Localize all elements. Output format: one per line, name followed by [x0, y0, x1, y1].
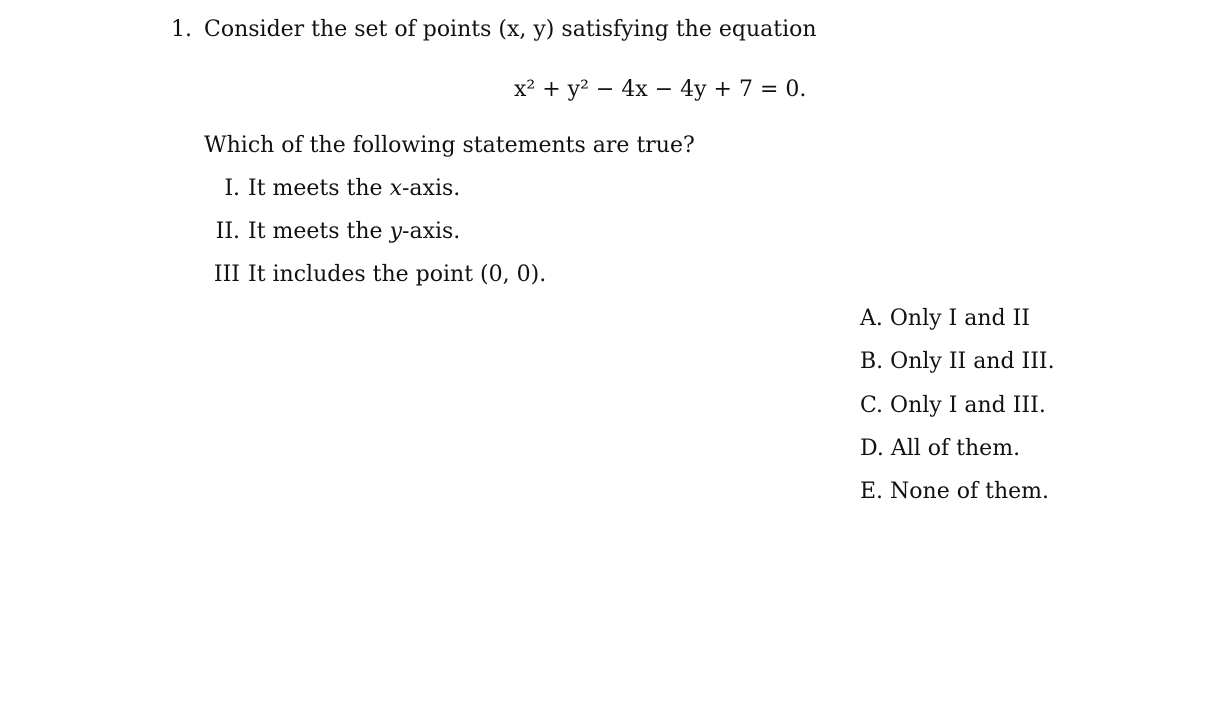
choice-b: B. Only II and III.	[860, 349, 1055, 374]
statement-iii	[200, 262, 546, 288]
statement-tail: -axis.	[402, 176, 461, 201]
statement-label: I.	[224, 176, 240, 201]
equation: x² + y² − 4x − 4y + 7 = 0.	[514, 77, 807, 102]
intro-text: Consider the set of points	[204, 17, 492, 42]
statement-label: II.	[215, 219, 240, 244]
question-intro	[204, 17, 817, 43]
statement-text: It includes the point	[248, 262, 474, 287]
choice-e: E. None of them.	[860, 479, 1049, 504]
choice-d: D. All of them.	[860, 436, 1021, 461]
statement-ii	[200, 219, 460, 245]
statement-text: It meets the	[248, 176, 383, 201]
statement-tail: .	[539, 262, 547, 287]
statement-math: (0, 0)	[480, 262, 540, 287]
choice-c: C. Only I and III.	[860, 393, 1046, 418]
statement-math: x	[389, 176, 402, 201]
question-number: 1.	[171, 17, 192, 42]
statement-tail: -axis.	[402, 219, 461, 244]
statement-text: It meets the	[248, 219, 383, 244]
question-prompt: Which of the following statements are true?	[204, 133, 695, 158]
statement-label: III	[213, 262, 240, 287]
choice-a: A. Only I and II	[860, 306, 1030, 331]
intro-math-point: (x, y)	[498, 17, 555, 42]
statement-i	[200, 176, 460, 202]
statement-math: y	[389, 219, 403, 244]
intro-tail: satisfying the equation	[561, 17, 817, 42]
